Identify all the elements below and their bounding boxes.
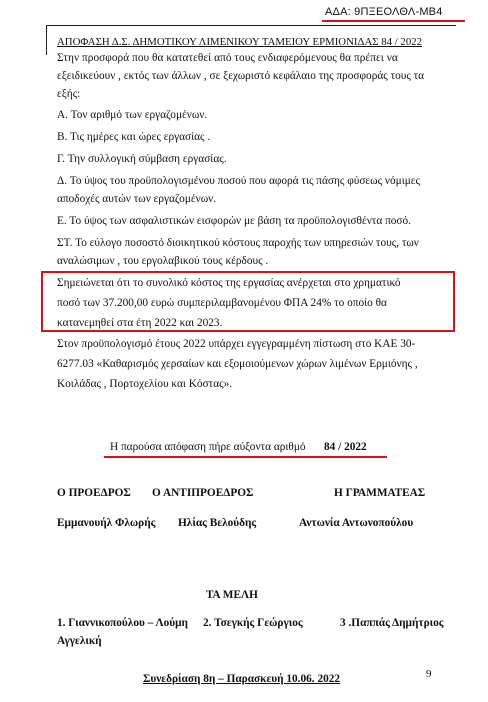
- item-st-line-2: αναλώσιμων , του εργολαβικού τους κέρδους .: [57, 255, 269, 267]
- item-c: Γ. Την συλλογική σύμβαση εργασίας.: [57, 153, 227, 165]
- ada-code: ΑΔΑ: 9ΠΞΕΟΛΘΛ-ΜΒ4: [325, 6, 443, 18]
- budget-line-3: Κοιλάδας , Πορτοχελίου και Κόστας».: [57, 378, 233, 390]
- item-d-line-1: Δ. Το ύψος του προϋπολογισμένου ποσού που αφορά τις πάσης φύσεως νόμιμες: [57, 175, 421, 187]
- session-footer: Συνεδρίαση 8η – Παρασκευή 10.06. 2022: [143, 673, 341, 685]
- page-border-left: [46, 25, 47, 55]
- budget-line-2: 6277.03 «Καθαρισμός χερσαίων και εξομοιούμενων χώρων λιμένων Ερμιόνης ,: [57, 358, 418, 370]
- role-president: Ο ΠΡΟΕΔΡΟΣ: [57, 487, 131, 499]
- highlight-line-2: ποσό των 37.200,00 ευρώ συμπεριλαμβανομένου ΦΠΑ 24% το οποίο θα: [57, 297, 387, 309]
- item-a: Α. Τον αριθμό των εργαζομένων.: [57, 109, 208, 121]
- member-1: 1. Γιαννικοπούλου – Λούμη: [57, 617, 188, 629]
- name-secretary: Αντωνία Αντωνοπούλου: [299, 517, 414, 529]
- name-president: Εμμανουήλ Φλωρής: [57, 517, 156, 529]
- member-1-cont: Αγγελική: [57, 635, 102, 647]
- ada-underline: [322, 20, 465, 22]
- item-e: Ε. Το ύψος των ασφαλιστικών εισφορών με βάση τα προϋπολογισθέντα ποσό.: [57, 215, 411, 227]
- role-vice-president: Ο ΑΝΤΙΠΡΟΕΔΡΟΣ: [152, 487, 254, 499]
- highlight-line-3: κατανεμηθεί στα έτη 2022 και 2023.: [57, 317, 223, 329]
- page-number: 9: [426, 668, 432, 680]
- intro-line-3: εξής:: [57, 88, 81, 100]
- members-title: ΤΑ ΜΕΛΗ: [206, 589, 258, 601]
- item-d-line-2: αποδοχές αυτών των εργαζομένων.: [57, 193, 217, 205]
- decision-title: ΑΠΟΦΑΣΗ Δ.Σ. ΔΗΜΟΤΙΚΟΥ ΛΙΜΕΝΙΚΟΥ ΤΑΜΕΙΟΥ ΕΡΜΙΟΝΙΔΑΣ 84 / 2022: [57, 36, 423, 48]
- name-vice-president: Ηλίας Βελούδης: [178, 517, 257, 529]
- decision-number-value: 84 / 2022: [324, 441, 367, 453]
- member-2: 2. Τσεγκής Γεώργιος: [203, 617, 303, 629]
- highlight-line-1: Σημειώνεται ότι το συνολικό κόστος της εργασίας ανέρχεται στο χρηματικό: [57, 277, 401, 289]
- decision-number-underline: [104, 456, 387, 458]
- intro-line-1: Στην προσφορά που θα κατατεθεί από τους ενδιαφερόμενους θα πρέπει να: [57, 52, 398, 64]
- item-st-line-1: ΣΤ. Το εύλογο ποσοστό διοικητικού κόστους παροχής των υπηρεσιών τους, των: [57, 237, 419, 249]
- intro-line-2: εξειδικεύουν , εκτός των άλλων , σε ξεχωριστό κεφάλαιο της προσφοράς τους τα: [57, 70, 425, 82]
- item-b: Β. Τις ημέρες και ώρες εργασίας .: [57, 131, 211, 143]
- member-3: 3 .Παππάς Δημήτριος: [340, 617, 444, 629]
- decision-number-label: Η παρούσα απόφαση πήρε αύξοντα αριθμό: [110, 441, 306, 453]
- page-border-top-line: [46, 25, 456, 26]
- budget-line-1: Στον προϋπολογισμό έτους 2022 υπάρχει εγγεγραμμένη πίστωση στο ΚΑΕ 30-: [57, 338, 416, 350]
- role-secretary: Η ΓΡΑΜΜΑΤΕΑΣ: [334, 487, 426, 499]
